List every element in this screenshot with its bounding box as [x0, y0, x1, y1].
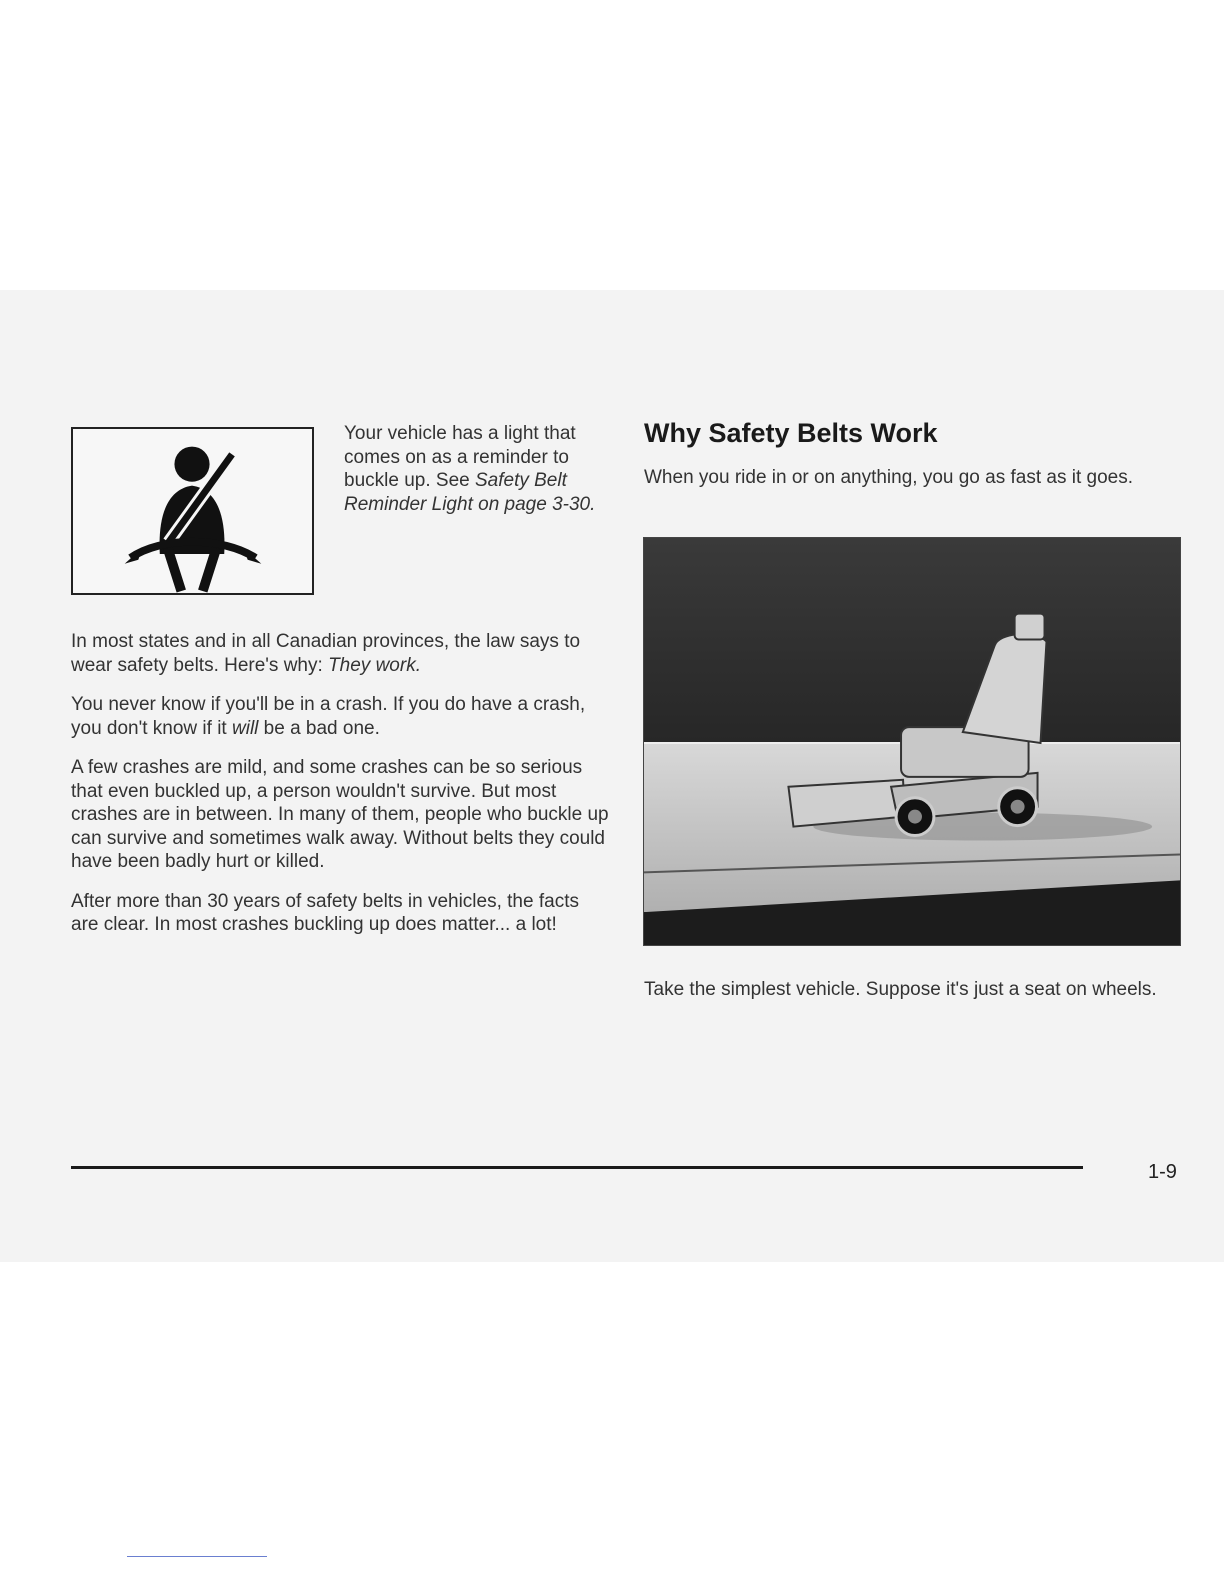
section-heading: Why Safety Belts Work: [644, 418, 938, 448]
left-column: [71, 630, 611, 953]
page-number: 1-9: [1148, 1161, 1177, 1183]
seat-belt-reminder-icon: [71, 427, 314, 595]
seat-on-wheels-illustration: [643, 537, 1181, 946]
paragraph-crash-text-a: You never know if you'll be in a crash. If you do have a crash, you don't know if it: [71, 694, 586, 739]
intro-paragraph: When you ride in or on anything, you go as fast as it goes.: [644, 467, 1134, 488]
paragraph-law: [71, 630, 611, 677]
reminder-page-ref[interactable]: Safety Belt Reminder Light on page 3-30.: [344, 470, 596, 515]
paragraph-law-emphasis: They work.: [328, 654, 421, 676]
paragraph-crash-text-b: be a bad one.: [258, 717, 380, 739]
reminder-paragraph: [344, 422, 616, 516]
bottom-link-underline: [127, 1556, 267, 1557]
paragraph-thirty-years: After more than 30 years of safety belts in vehicles, the facts are clear. In most crashes buckling up does matter... a lot!: [71, 890, 579, 935]
reminder-text: Your vehicle has a light that comes on as a reminder to buckle up. See: [344, 423, 576, 491]
footer-rule: [71, 1166, 1083, 1169]
paragraph-mild-crashes: A few crashes are mild, and some crashes can be so serious that even buckled up, a person wouldn't survive. But most crashes are in between. In many of them, people who buckle up can survive and sometimes walk away. Without belts they could have been badly hurt or killed.: [71, 757, 609, 872]
paragraph-crash-emphasis: will: [232, 717, 259, 739]
photo-caption: Take the simplest vehicle. Suppose it's just a seat on wheels.: [644, 979, 1157, 1000]
paragraph-crash: [71, 693, 611, 740]
paragraph-law-text: In most states and in all Canadian provinces, the law says to wear safety belts. Here's why:: [71, 631, 581, 676]
